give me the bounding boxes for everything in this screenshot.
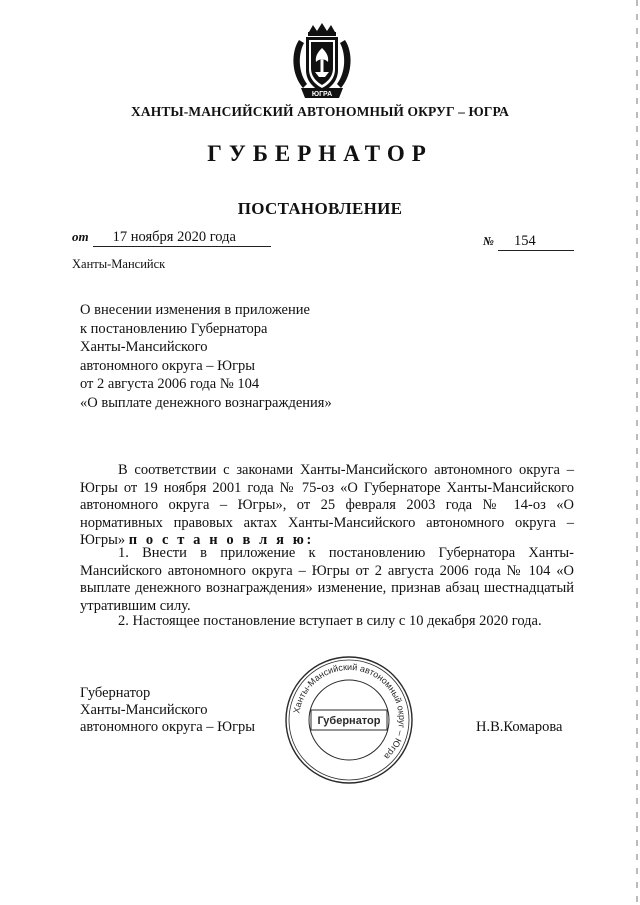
- document-number: 154: [498, 233, 574, 251]
- item-1: 1. Внести в приложение к постановлению Губернатора Ханты-Мансийского автономного округа – Югры от 2 августа 2006 года № 104 «О выплате денежного вознаграждения» изменение, признав абзац шестнадцатый утратившим силу.: [80, 545, 574, 614]
- preamble-text: В соответствии с законами Ханты-Мансийского автономного округа – Югры от 19 ноября 2001 года № 75-оз «О Губернаторе Ханты-Мансийского автономного округа – Югры», от 25 февраля 2003 года № 14-оз «О нормативных правовых актах Ханты-Мансийского автономного округа – Югры»: [80, 462, 574, 548]
- emblem-text: ЮГРА: [311, 91, 333, 98]
- signer-name: Н.В.Комарова: [476, 719, 563, 735]
- subject-line: автономного округа – Югры: [80, 357, 256, 374]
- date-row: [72, 229, 271, 247]
- region-title: ХАНТЫ-МАНСИЙСКИЙ АВТОНОМНЫЙ ОКРУГ – ЮГРА: [131, 104, 509, 119]
- authority-title: ГУБЕРНАТОР: [207, 141, 433, 166]
- decree-word: п о с т а н о в л я ю:: [128, 532, 314, 548]
- date-prefix: от: [72, 229, 89, 244]
- signatory-title: [80, 685, 255, 736]
- item-2: 2. Настоящее постановление вступает в силу с 10 декабря 2020 года.: [118, 613, 542, 629]
- subject-line: О внесении изменения в приложение: [80, 302, 310, 318]
- subject-line: Ханты-Мансийского: [80, 339, 208, 355]
- document-type: ПОСТАНОВЛЕНИЕ: [237, 199, 403, 218]
- subject-line: «О выплате денежного вознаграждения»: [80, 394, 332, 411]
- subject-line: от 2 августа 2006 года № 104: [80, 376, 260, 392]
- seal-ring-text: Ханты-Мансийский автономный округ – Югра: [291, 661, 408, 762]
- coat-of-arms-icon: [289, 22, 355, 104]
- signatory-title-line: Губернатор: [80, 685, 151, 701]
- document-date: 17 ноября 2020 года: [93, 229, 271, 247]
- subject-block: [80, 301, 332, 412]
- preamble-paragraph: [80, 462, 574, 550]
- signatory-title-line: автономного округа – Югры: [80, 719, 256, 735]
- scan-edge: [636, 0, 638, 905]
- subject-line: к постановлению Губернатора: [80, 320, 268, 337]
- city: Ханты-Мансийск: [72, 257, 166, 271]
- official-seal: [283, 654, 415, 786]
- signatory-title-line: Ханты-Мансийского: [80, 702, 208, 718]
- number-prefix: №: [483, 234, 494, 248]
- number-row: [483, 233, 574, 251]
- seal-center-text: Губернатор: [317, 715, 381, 727]
